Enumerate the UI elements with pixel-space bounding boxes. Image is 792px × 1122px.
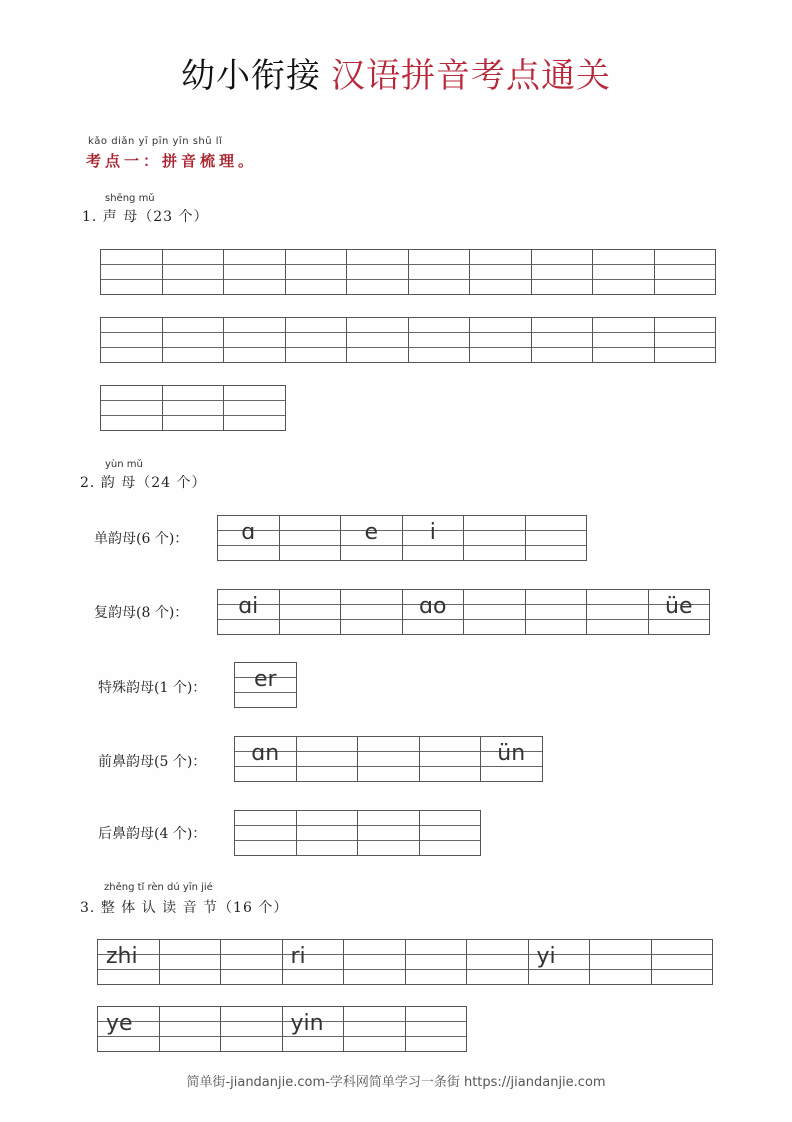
writing-cell[interactable]: [529, 940, 591, 984]
writing-cell[interactable]: [280, 590, 342, 634]
writing-grid-shengmu-1[interactable]: [100, 249, 716, 295]
writing-grid-teshu-yunmu[interactable]: [234, 662, 297, 708]
label-dan-yunmu: 单韵母(6 个)：: [94, 531, 189, 547]
cell-pinyin-text: e: [364, 520, 379, 545]
writing-cell[interactable]: [224, 318, 286, 362]
writing-cell[interactable]: [403, 590, 465, 634]
cell-pinyin-text: zhi: [106, 944, 138, 969]
writing-cell[interactable]: [358, 737, 420, 781]
writing-cell[interactable]: [235, 737, 297, 781]
writing-cell[interactable]: [235, 811, 297, 855]
page-title: [0, 48, 792, 97]
writing-cell[interactable]: [344, 940, 406, 984]
writing-cell[interactable]: [101, 386, 163, 430]
writing-cell[interactable]: [420, 737, 482, 781]
writing-cell[interactable]: [590, 940, 652, 984]
cell-pinyin-text: i: [429, 520, 436, 545]
writing-cell[interactable]: [652, 940, 714, 984]
writing-cell[interactable]: [297, 737, 359, 781]
writing-cell[interactable]: [481, 737, 543, 781]
footer-watermark: 简单街-jiandanjie.com-学科网简单学习一条街 https://jiandanjie.com: [186, 1075, 606, 1090]
writing-cell[interactable]: [98, 940, 160, 984]
kaodian-pinyin: kǎo diǎn yī pīn yīn shū lǐ: [88, 136, 223, 147]
writing-cell[interactable]: [526, 590, 588, 634]
writing-grid-shengmu-3[interactable]: [100, 385, 286, 431]
cell-pinyin-text: ye: [106, 1011, 133, 1036]
writing-cell[interactable]: [160, 1007, 222, 1051]
writing-cell[interactable]: [101, 250, 163, 294]
cell-pinyin-text: ri: [290, 944, 306, 969]
cell-pinyin-text: er: [253, 667, 277, 692]
cell-pinyin-text: ün: [497, 741, 526, 766]
cell-pinyin-text: yi: [536, 944, 556, 969]
writing-cell[interactable]: [347, 250, 409, 294]
writing-grid-zhengti-1[interactable]: [97, 939, 713, 985]
cell-pinyin-text: ɑo: [419, 594, 447, 619]
writing-cell[interactable]: [280, 516, 342, 560]
cell-pinyin-text: ɑi: [238, 594, 259, 619]
section3-title: 3. 整 体 认 读 音 节（16 个）: [80, 900, 289, 916]
writing-cell[interactable]: [470, 250, 532, 294]
writing-cell[interactable]: [526, 516, 588, 560]
writing-cell[interactable]: [283, 940, 345, 984]
title-red: 汉语拼音考点通关: [331, 56, 611, 96]
writing-cell[interactable]: [655, 250, 717, 294]
writing-cell[interactable]: [593, 318, 655, 362]
writing-cell[interactable]: [101, 318, 163, 362]
writing-cell[interactable]: [464, 590, 526, 634]
writing-cell[interactable]: [163, 318, 225, 362]
writing-cell[interactable]: [532, 318, 594, 362]
section2-title: 2. 韵 母（24 个）: [80, 475, 207, 491]
writing-cell[interactable]: [286, 250, 348, 294]
label-teshu-yunmu: 特殊韵母(1 个)：: [98, 680, 207, 696]
writing-cell[interactable]: [655, 318, 717, 362]
title-black: 幼小衔接: [181, 56, 321, 96]
writing-cell[interactable]: [297, 811, 359, 855]
section1-title: 1. 声 母（23 个）: [82, 209, 209, 225]
cell-pinyin-text: üe: [665, 594, 693, 619]
writing-cell[interactable]: [593, 250, 655, 294]
writing-cell[interactable]: [464, 516, 526, 560]
section2-pinyin: yùn mǔ: [105, 459, 143, 470]
writing-cell[interactable]: [532, 250, 594, 294]
writing-grid-houbi-yunmu[interactable]: [234, 810, 481, 856]
writing-cell[interactable]: [358, 811, 420, 855]
section1-pinyin: shēng mǔ: [105, 193, 155, 204]
writing-cell[interactable]: [224, 250, 286, 294]
label-fu-yunmu: 复韵母(8 个)：: [94, 605, 189, 621]
writing-cell[interactable]: [283, 1007, 345, 1051]
writing-cell[interactable]: [470, 318, 532, 362]
writing-cell[interactable]: [344, 1007, 406, 1051]
writing-cell[interactable]: [467, 940, 529, 984]
writing-cell[interactable]: [341, 516, 403, 560]
writing-grid-qianbi-yunmu[interactable]: [234, 736, 543, 782]
writing-grid-shengmu-2[interactable]: [100, 317, 716, 363]
label-houbi-yunmu: 后鼻韵母(4 个)：: [98, 826, 207, 842]
writing-cell[interactable]: [403, 516, 465, 560]
writing-cell[interactable]: [163, 250, 225, 294]
writing-grid-zhengti-2[interactable]: [97, 1006, 467, 1052]
cell-pinyin-text: yin: [290, 1011, 324, 1036]
writing-grid-dan-yunmu[interactable]: [217, 515, 587, 561]
writing-cell[interactable]: [218, 590, 280, 634]
writing-cell[interactable]: [409, 318, 471, 362]
writing-cell[interactable]: [163, 386, 225, 430]
writing-cell[interactable]: [347, 318, 409, 362]
kaodian-title: 考点一：拼音梳理。: [86, 152, 258, 170]
cell-pinyin-text: ɑ: [241, 520, 256, 545]
writing-cell[interactable]: [406, 1007, 468, 1051]
writing-cell[interactable]: [341, 590, 403, 634]
section3-pinyin: zhěng tǐ rèn dú yīn jié: [104, 882, 213, 893]
writing-cell[interactable]: [221, 1007, 283, 1051]
writing-cell[interactable]: [224, 386, 286, 430]
writing-cell[interactable]: [98, 1007, 160, 1051]
cell-pinyin-text: ɑn: [251, 741, 280, 766]
writing-cell[interactable]: [649, 590, 711, 634]
writing-cell[interactable]: [235, 663, 297, 707]
writing-cell[interactable]: [587, 590, 649, 634]
writing-cell[interactable]: [218, 516, 280, 560]
writing-cell[interactable]: [221, 940, 283, 984]
writing-cell[interactable]: [409, 250, 471, 294]
writing-cell[interactable]: [286, 318, 348, 362]
writing-cell[interactable]: [420, 811, 482, 855]
label-qianbi-yunmu: 前鼻韵母(5 个)：: [98, 754, 207, 770]
writing-grid-fu-yunmu[interactable]: [217, 589, 710, 635]
writing-cell[interactable]: [160, 940, 222, 984]
writing-cell[interactable]: [406, 940, 468, 984]
